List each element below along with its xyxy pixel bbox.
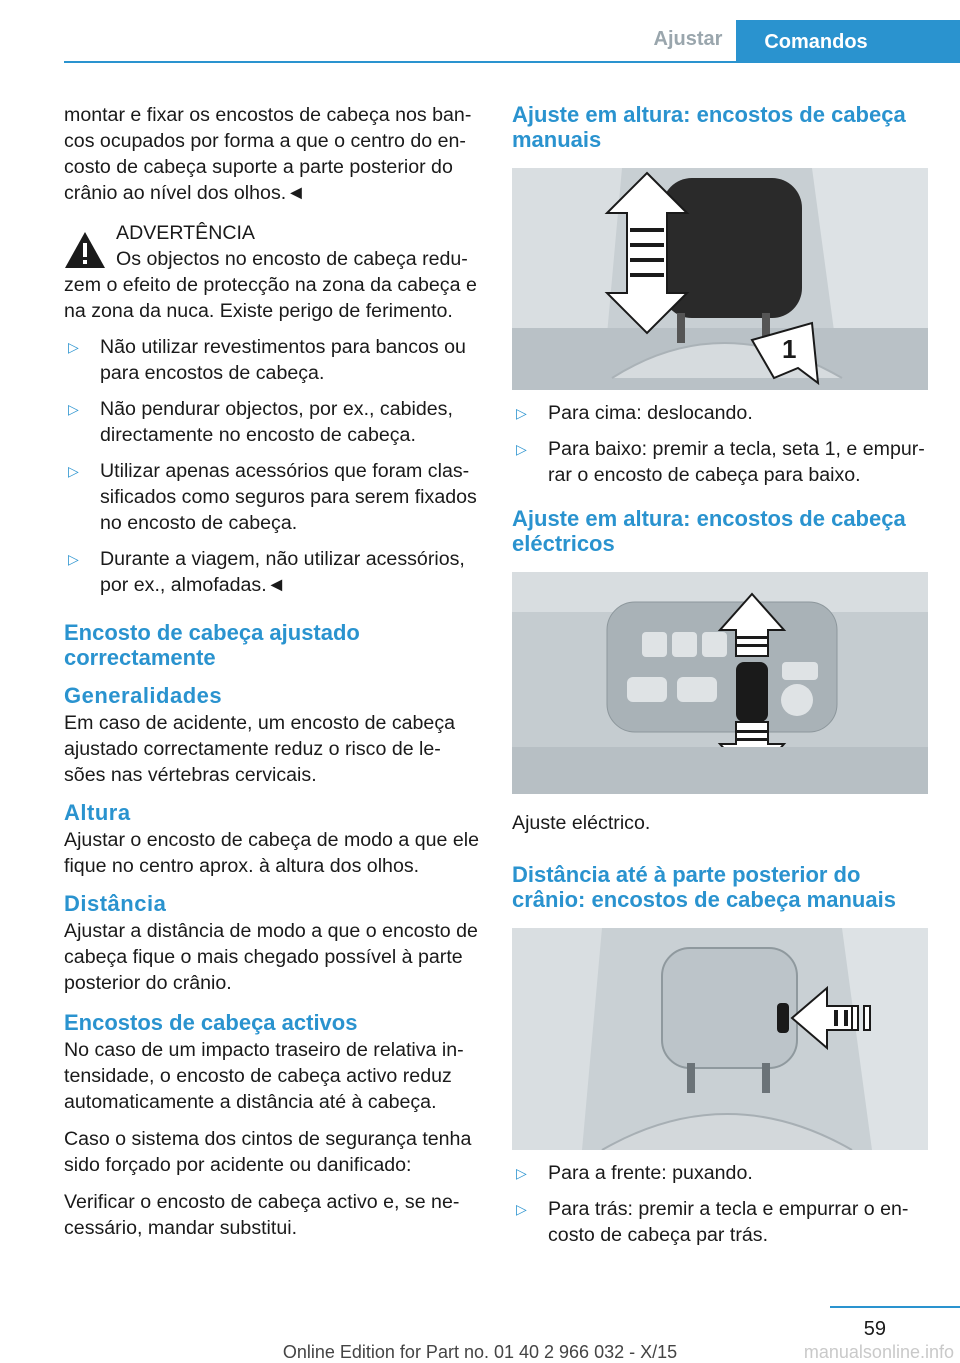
header-chapter-label: Comandos xyxy=(764,31,868,53)
header-chapter-tab xyxy=(736,20,960,62)
subheading-generalidades: Generalidades xyxy=(64,683,223,708)
section-heading-distance: Distância até à parte posterior do crânio: encostos de cabeça manuais xyxy=(512,862,896,912)
electric-caption: Ajuste eléctrico. xyxy=(512,812,651,834)
subheading-distancia: Distância xyxy=(64,891,167,916)
manual-list xyxy=(512,400,928,488)
altura-text: Ajustar o encosto de cabeça de modo a que ele fique no centro aprox. à altura dos olhos. xyxy=(64,829,480,877)
activos-text-2: Caso o sistema dos cintos de segurança tenha sido forçado por acidente ou danificado: xyxy=(64,1128,472,1176)
generalidades-text: Em caso de acidente, um encosto de cabeça ajustado correctamente reduz o risco de le-sões nas vértebras cervicais. xyxy=(64,712,456,786)
list-item: ▷ Para a frente: puxando. xyxy=(512,1160,928,1186)
headrest-manual-figure xyxy=(512,168,928,390)
distancia-text: Ajustar a distância de modo a que o encosto de cabeça fique o mais chegado possível à parte posterior do crânio. xyxy=(64,920,478,994)
headrest-distance-illustration xyxy=(512,928,928,1150)
list-item: ▷ Utilizar apenas acessórios que foram clas-sificados como seguros para serem fixados no encosto de cabeça. xyxy=(64,458,480,536)
list-item: ▷ Durante a viagem, não utilizar acessórios, por ex., almofadas.◄ xyxy=(64,546,480,598)
list-item: ▷ Não pendurar objectos, por ex., cabides, directamente no encosto de cabeça. xyxy=(64,396,480,448)
footer-rule xyxy=(830,1306,960,1308)
activos-text-3: Verificar o encosto de cabeça activo e, se ne-cessário, mandar substitui. xyxy=(64,1191,460,1239)
section-heading-electric: Ajuste em altura: encostos de cabeça eléctricos xyxy=(512,506,906,556)
footer-edition: Online Edition for Part no. 01 40 2 966 032 - X/15 xyxy=(282,1342,678,1362)
header-rule xyxy=(64,61,960,63)
figure-callout-1: 1 xyxy=(782,334,797,364)
left-column xyxy=(64,102,480,1252)
activos-text-1: No caso de um impacto traseiro de relativa in-tensidade, o encosto de cabeça activo reduz automaticamente a distância até à cabeça. xyxy=(64,1039,464,1113)
right-column xyxy=(512,102,928,1258)
section-heading-activos: Encostos de cabeça activos xyxy=(64,1010,358,1035)
headrest-electric-figure xyxy=(512,572,928,794)
seat-switch-illustration xyxy=(512,572,928,794)
intro-paragraph: montar e fixar os encostos de cabeça nos ban-cos ocupados por forma a que o centro do en-costo de cabeça suporte a parte posterior do crânio ao nível dos olhos.◄ xyxy=(64,104,472,204)
page-header xyxy=(0,0,960,62)
headrest-manual-illustration xyxy=(512,168,928,390)
section-heading-manual: Ajuste em altura: encostos de cabeça manuais xyxy=(512,102,906,152)
distance-list xyxy=(512,1160,928,1248)
list-item: ▷ Para baixo: premir a tecla, seta 1, e empur-rar o encosto de cabeça para baixo. xyxy=(512,436,928,488)
section-heading: Encosto de cabeça ajustado correctamente xyxy=(64,620,360,670)
subheading-altura: Altura xyxy=(64,800,131,825)
watermark-text: manualsonline.info xyxy=(803,1342,954,1362)
warning-triangle-icon xyxy=(64,230,106,270)
list-item: ▷ Para cima: deslocando. xyxy=(512,400,928,426)
header-section-label: Ajustar xyxy=(653,28,723,50)
list-item: ▷ Para trás: premir a tecla e empurrar o en-costo de cabeça par trás. xyxy=(512,1196,928,1248)
page-number: 59 xyxy=(863,1318,886,1340)
warning-body: Os objectos no encosto de cabeça redu-zem o efeito de protecção na zona da cabeça e na zona da nuca. Existe perigo de ferimento. xyxy=(64,248,477,322)
warning-title: ADVERTÊNCIA xyxy=(116,222,256,244)
headrest-distance-figure xyxy=(512,928,928,1150)
warning-block xyxy=(64,220,480,324)
list-item: ▷ Não utilizar revestimentos para bancos ou para encostos de cabeça. xyxy=(64,334,480,386)
warning-list xyxy=(64,334,480,598)
